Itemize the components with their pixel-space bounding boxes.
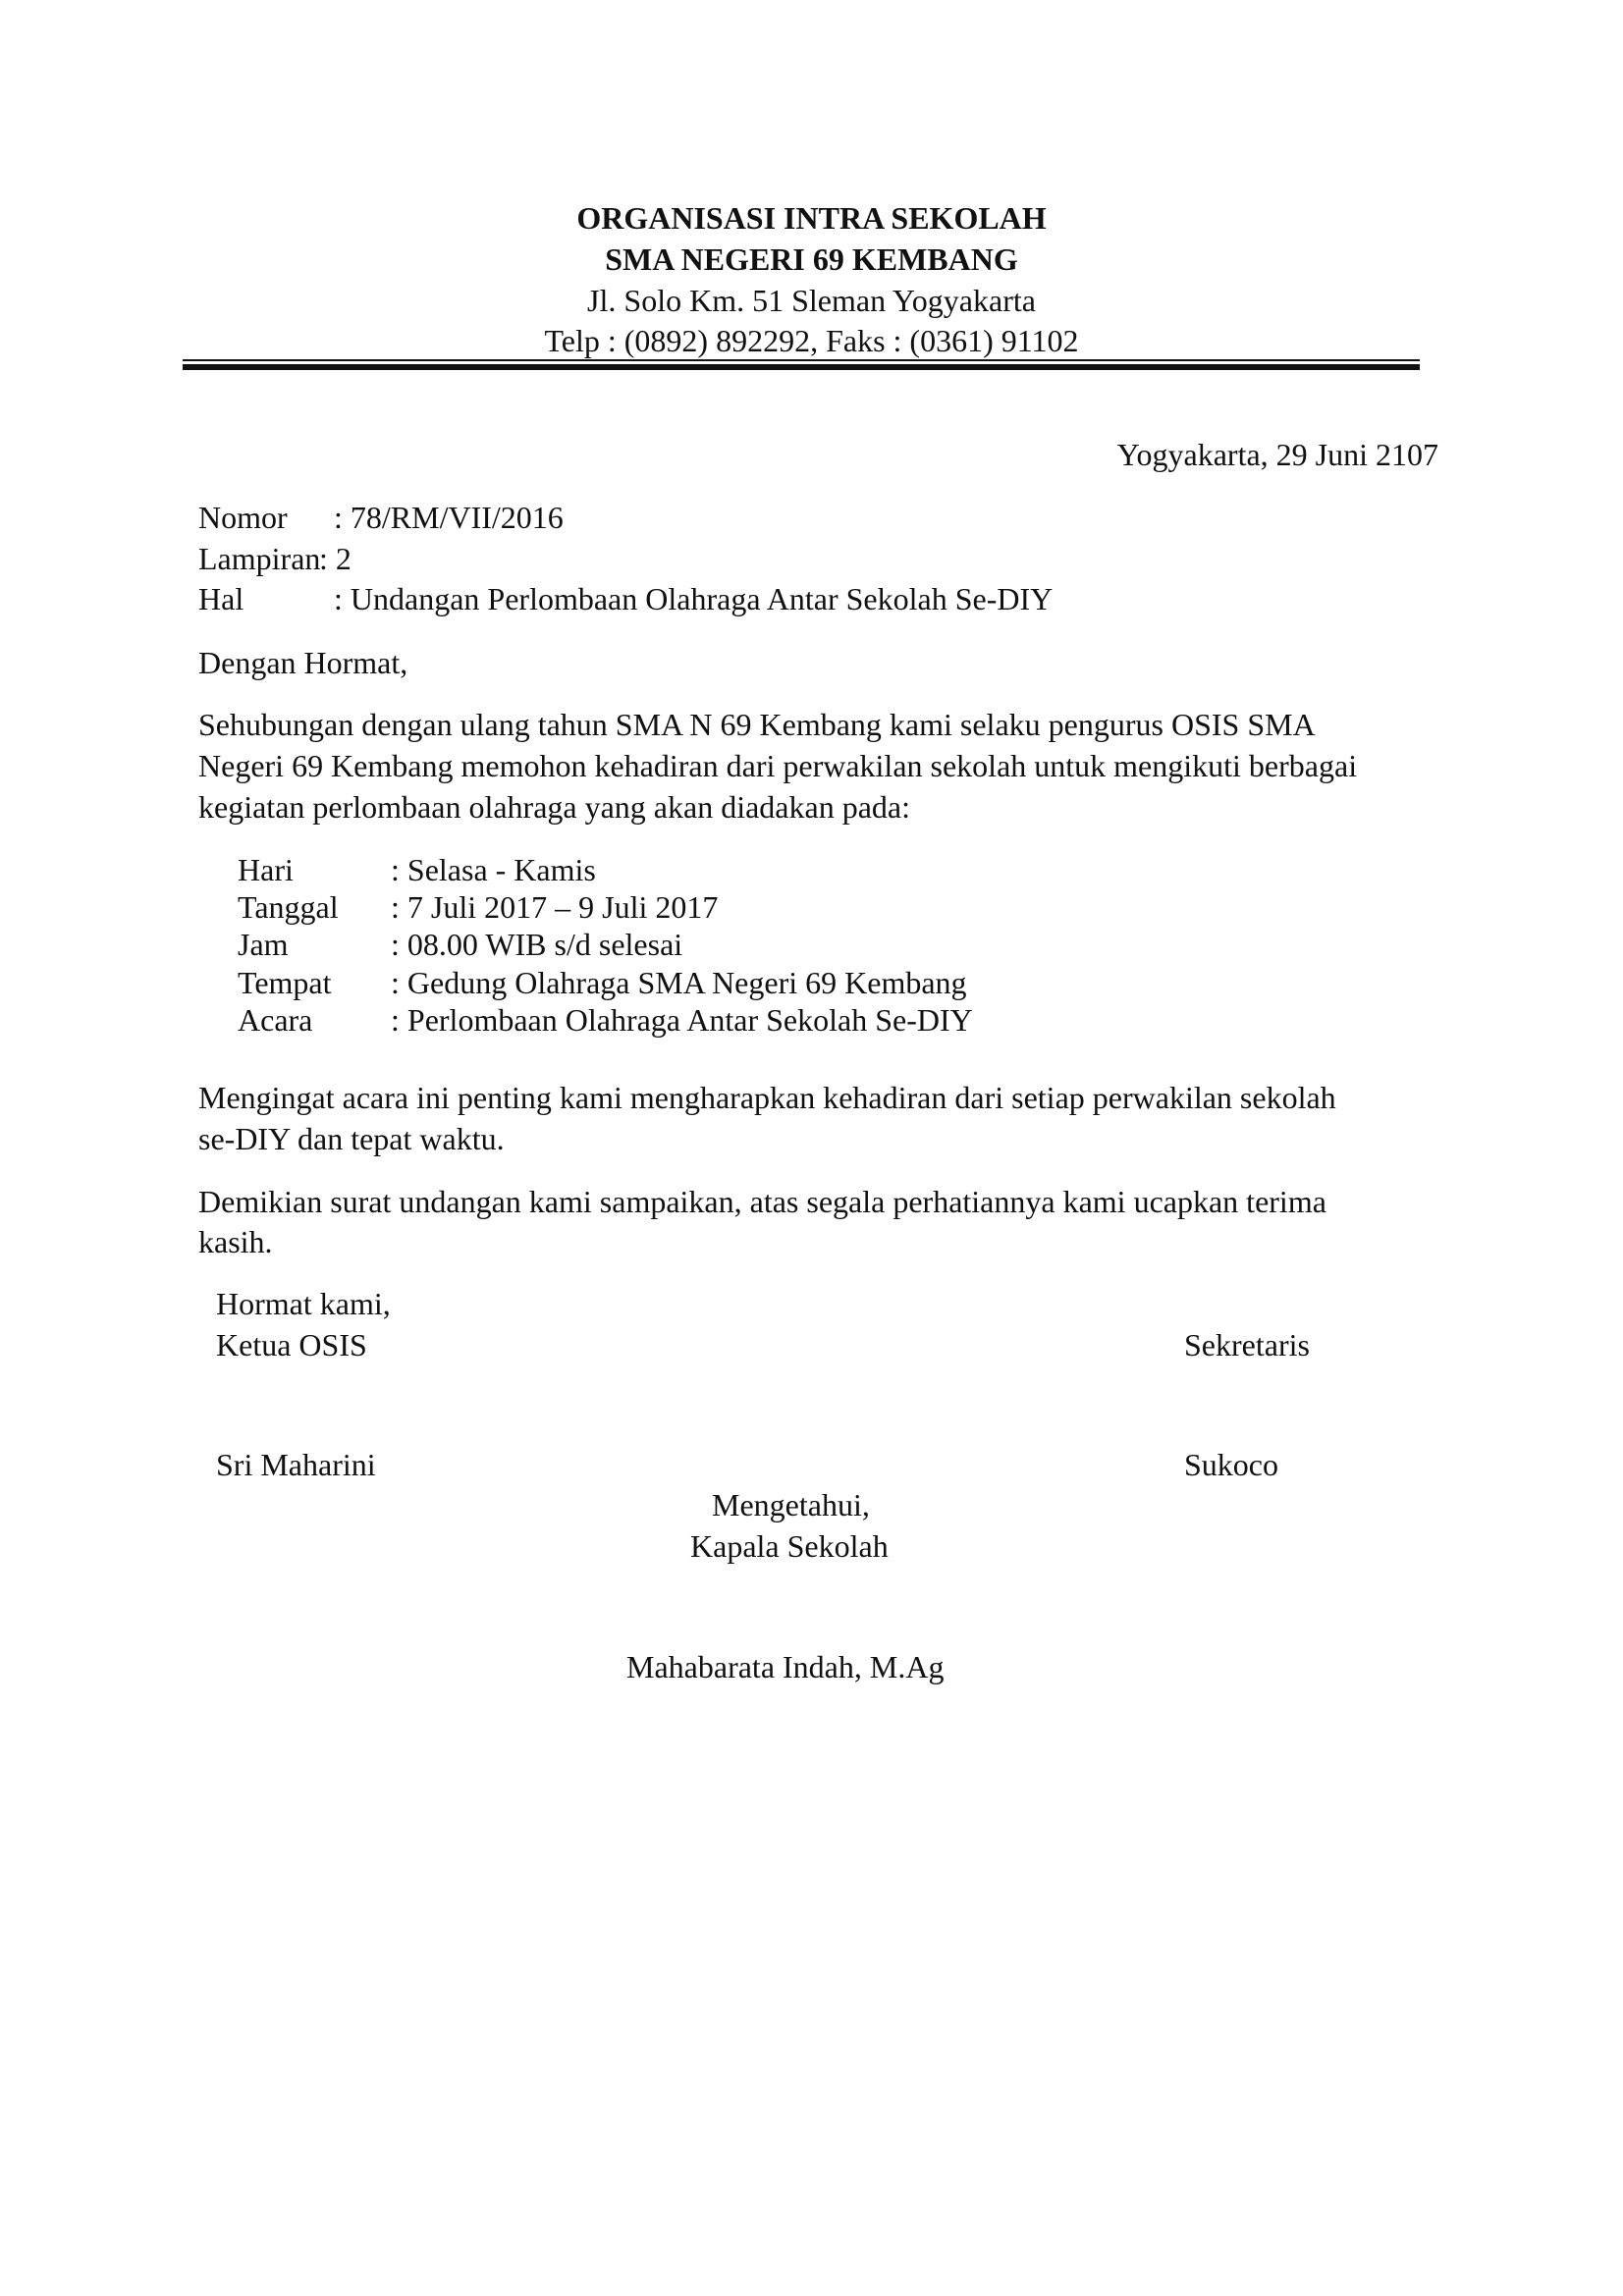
secretary-title: Sekretaris	[1184, 1327, 1310, 1362]
intro-line-1: Sehubungan dengan ulang tahun SMA N 69 Kembang kami selaku pengurus OSIS SMA	[198, 707, 1316, 742]
lampiran-value: : 2	[319, 541, 352, 576]
hal-value: : Undangan Perlombaan Olahraga Antar Sekolah Se-DIY	[334, 581, 1054, 616]
detail-value-hari: : Selasa - Kamis	[391, 852, 596, 887]
detail-value-tanggal: : 7 Juli 2017 – 9 Juli 2017	[391, 889, 719, 925]
regards-text: Hormat kami,	[216, 1286, 391, 1321]
secretary-name: Sukoco	[1184, 1447, 1278, 1482]
intro-line-3: kegiatan perlombaan olahraga yang akan diadakan pada:	[198, 789, 910, 825]
nomor-label: Nomor	[198, 500, 288, 535]
intro-line-2: Negeri 69 Kembang memohon kehadiran dari perwakilan sekolah untuk mengikuti berbagai	[198, 748, 1358, 783]
chair-title: Ketua OSIS	[216, 1327, 367, 1362]
greeting: Dengan Hormat,	[198, 645, 408, 680]
principal-title: Kapala Sekolah	[690, 1528, 889, 1564]
principal-name: Mahabarata Indah, M.Ag	[626, 1649, 945, 1684]
closing-line-1: Demikian surat undangan kami sampaikan, atas segala perhatiannya kami ucapkan terima	[198, 1184, 1326, 1219]
nomor-value: : 78/RM/VII/2016	[334, 500, 564, 535]
closing-line-2: kasih.	[198, 1224, 273, 1259]
detail-label-hari: Hari	[238, 852, 294, 887]
acknowledged-text: Mengetahui,	[712, 1487, 870, 1522]
chair-name: Sri Maharini	[216, 1447, 376, 1482]
reminder-line-1: Mengingat acara ini penting kami mengharapkan kehadiran dari setiap perwakilan sekolah	[198, 1080, 1336, 1115]
detail-value-tempat: : Gedung Olahraga SMA Negeri 69 Kembang	[391, 965, 967, 1000]
detail-label-tanggal: Tanggal	[238, 889, 339, 925]
reminder-line-2: se-DIY dan tepat waktu.	[198, 1121, 505, 1156]
organization-title: ORGANISASI INTRA SEKOLAH	[576, 200, 1047, 236]
school-contact: Telp : (0892) 892292, Faks : (0361) 91102	[544, 323, 1079, 358]
detail-label-acara: Acara	[238, 1002, 313, 1038]
detail-label-tempat: Tempat	[238, 965, 332, 1000]
hal-label: Hal	[198, 581, 244, 616]
lampiran-label: Lampiran	[198, 541, 321, 576]
detail-value-jam: : 08.00 WIB s/d selesai	[391, 927, 683, 962]
letterhead-divider-thin	[183, 359, 1420, 361]
school-address: Jl. Solo Km. 51 Sleman Yogyakarta	[587, 283, 1036, 318]
detail-label-jam: Jam	[238, 927, 289, 962]
letterhead-divider-thick	[183, 364, 1420, 370]
detail-value-acara: : Perlombaan Olahraga Antar Sekolah Se-DIY	[391, 1002, 973, 1038]
letter-date: Yogyakarta, 29 Juni 2107	[1116, 437, 1438, 472]
school-name: SMA NEGERI 69 KEMBANG	[605, 241, 1018, 277]
